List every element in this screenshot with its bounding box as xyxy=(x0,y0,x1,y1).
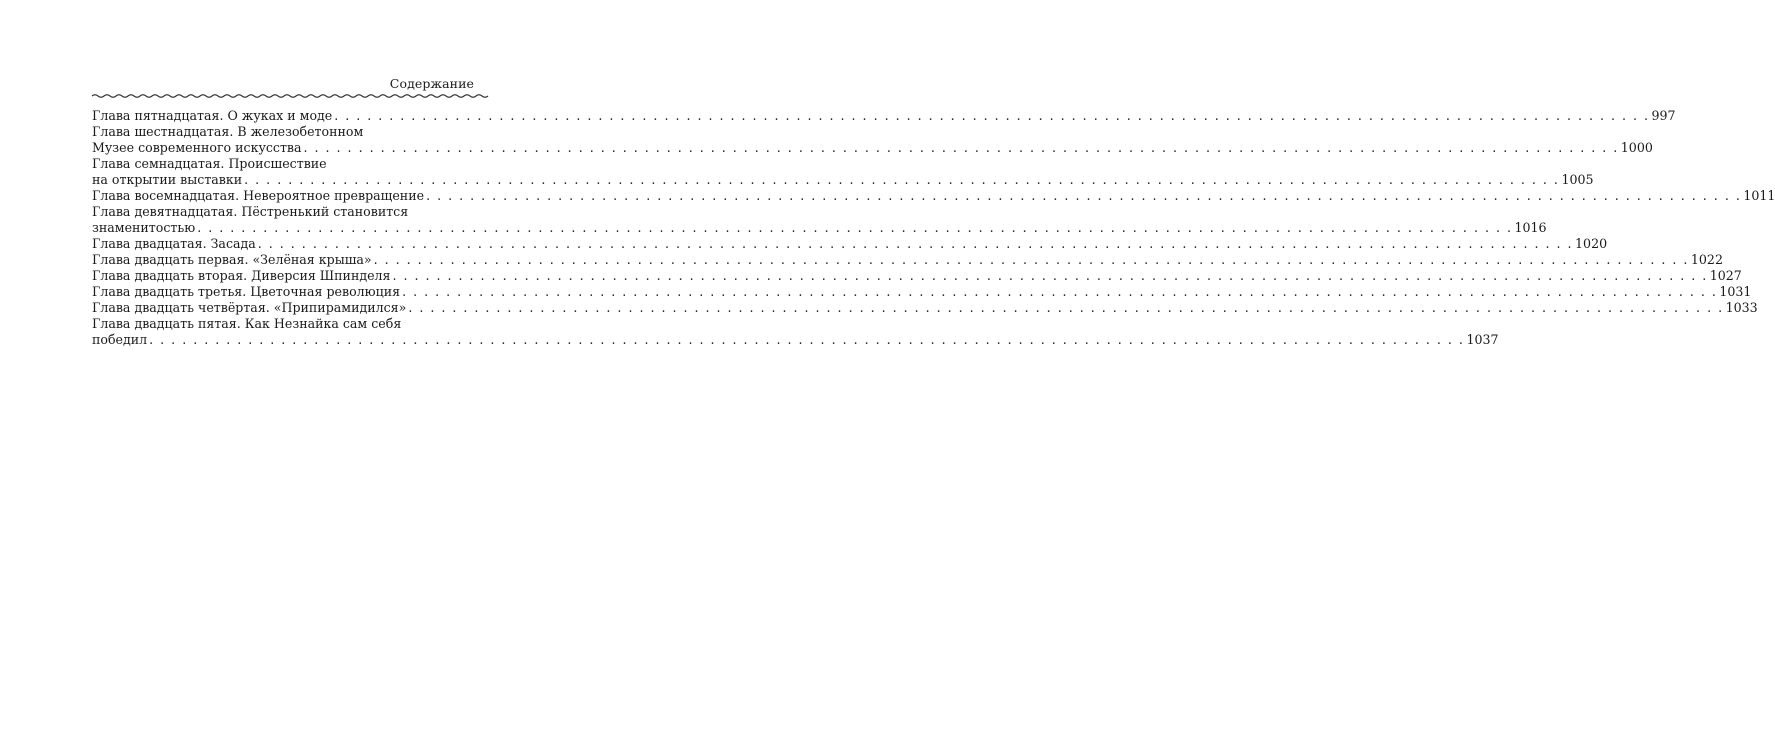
toc-entry-title-line: Глава восемнадцатая. Невероятное превращение xyxy=(92,188,425,203)
toc-entry-title-line: Глава семнадцатая. Происшествие xyxy=(92,156,327,171)
toc-page-number: 1033 xyxy=(1725,300,1758,315)
dot-leader: . . . . . . . . . . . . . . . . . . . . . . . . . . . . . . . . . . . . . . . . . . . . . . . . . . . . . . . . . . . . . . . . . . . . . . . . . . . . . . . . . . . . . . . . . . . . . . . . . . . . . . . . . . . . . . . . . . . . . . . . xyxy=(426,188,1742,203)
dot-leader: . . . . . . . . . . . . . . . . . . . . . . . . . . . . . . . . . . . . . . . . . . . . . . . . . . . . . . . . . . . . . . . . . . . . . . . . . . . . . . . . . . . . . . . . . . . . . . . . . . . . . . . . . . . . . . . . . . . . . . . . xyxy=(244,172,1560,187)
toc-entry-line xyxy=(92,300,1758,316)
toc-entry-title-line: Глава пятнадцатая. О жуках и моде xyxy=(92,108,333,123)
dot-leader: . . . . . . . . . . . . . . . . . . . . . . . . . . . . . . . . . . . . . . . . . . . . . . . . . . . . . . . . . . . . . . . . . . . . . . . . . . . . . . . . . . . . . . . . . . . . . . . . . . . . . . . . . . . . . . . . . . . . . . . . xyxy=(303,140,1619,155)
toc-entry xyxy=(92,300,1758,316)
toc-entry-title-line: Глава двадцать пятая. Как Незнайка сам себя xyxy=(92,316,402,331)
toc-page-number: 1000 xyxy=(1620,140,1653,155)
toc-entry xyxy=(92,124,1653,156)
toc-page-number: 1031 xyxy=(1719,284,1752,299)
toc-entry-title-line: Глава девятнадцатая. Пёстренький становится xyxy=(92,204,409,219)
dot-leader: . . . . . . . . . . . . . . . . . . . . . . . . . . . . . . . . . . . . . . . . . . . . . . . . . . . . . . . . . . . . . . . . . . . . . . . . . . . . . . . . . . . . . . . . . . . . . . . . . . . . . . . . . . . . . . . . . . . . . . . . xyxy=(402,284,1718,299)
toc-entry xyxy=(92,108,1676,124)
toc-entry-title-line: Глава двадцать четвёртая. «Припирамидился» xyxy=(92,300,407,315)
dot-leader: . . . . . . . . . . . . . . . . . . . . . . . . . . . . . . . . . . . . . . . . . . . . . . . . . . . . . . . . . . . . . . . . . . . . . . . . . . . . . . . . . . . . . . . . . . . . . . . . . . . . . . . . . . . . . . . . . . . . . . . . xyxy=(373,252,1689,267)
wavy-divider xyxy=(92,91,484,101)
toc-entry-title-line: на открытии выставки xyxy=(92,172,243,187)
toc-page-number: 1016 xyxy=(1514,220,1547,235)
toc-entry-title-line: победил xyxy=(92,332,148,347)
toc-page-number: 1005 xyxy=(1561,172,1594,187)
toc-entry-line xyxy=(92,188,1775,204)
dot-leader: . . . . . . . . . . . . . . . . . . . . . . . . . . . . . . . . . . . . . . . . . . . . . . . . . . . . . . . . . . . . . . . . . . . . . . . . . . . . . . . . . . . . . . . . . . . . . . . . . . . . . . . . . . . . . . . . . . . . . . . . xyxy=(197,220,1513,235)
toc-entry-line xyxy=(92,220,1547,236)
toc-entry-title-line: Глава двадцать третья. Цветочная революция xyxy=(92,284,401,299)
toc-entry-line xyxy=(92,332,1499,348)
toc-entry-title-line: Глава шестнадцатая. В железобетонном xyxy=(92,124,364,139)
toc-entry-line xyxy=(92,108,1676,124)
toc-entry xyxy=(92,252,1723,268)
dot-leader: . . . . . . . . . . . . . . . . . . . . . . . . . . . . . . . . . . . . . . . . . . . . . . . . . . . . . . . . . . . . . . . . . . . . . . . . . . . . . . . . . . . . . . . . . . . . . . . . . . . . . . . . . . . . . . . . . . . . . . . . xyxy=(257,236,1574,251)
dot-leader: . . . . . . . . . . . . . . . . . . . . . . . . . . . . . . . . . . . . . . . . . . . . . . . . . . . . . . . . . . . . . . . . . . . . . . . . . . . . . . . . . . . . . . . . . . . . . . . . . . . . . . . . . . . . . . . . . . . . . . . . xyxy=(149,332,1465,347)
running-head: Содержание xyxy=(389,76,474,91)
dot-leader: . . . . . . . . . . . . . . . . . . . . . . . . . . . . . . . . . . . . . . . . . . . . . . . . . . . . . . . . . . . . . . . . . . . . . . . . . . . . . . . . . . . . . . . . . . . . . . . . . . . . . . . . . . . . . . . . . . . . . . . . xyxy=(392,268,1708,283)
dot-leader: . . . . . . . . . . . . . . . . . . . . . . . . . . . . . . . . . . . . . . . . . . . . . . . . . . . . . . . . . . . . . . . . . . . . . . . . . . . . . . . . . . . . . . . . . . . . . . . . . . . . . . . . . . . . . . . . . . . . . . . . xyxy=(334,108,1650,123)
toc-entry-line xyxy=(92,140,1653,156)
toc-entry-line xyxy=(92,172,1594,188)
toc-entry-title-line: Музее современного искусства xyxy=(92,140,302,155)
toc-entry-line xyxy=(92,268,1742,284)
table-of-contents xyxy=(92,108,1775,348)
toc-page-number: 1037 xyxy=(1466,332,1499,347)
toc-entry xyxy=(92,188,1775,204)
toc-entry-title-line: Глава двадцать первая. «Зелёная крыша» xyxy=(92,252,372,267)
toc-page-number: 1027 xyxy=(1709,268,1742,283)
toc-entry-line xyxy=(92,252,1723,268)
toc-entry-line xyxy=(92,284,1752,300)
toc-entry-line xyxy=(92,236,1608,252)
toc-entry xyxy=(92,236,1608,252)
toc-page-number: 1020 xyxy=(1575,236,1608,251)
toc-entry-title-line: Глава двадцать вторая. Диверсия Шпинделя xyxy=(92,268,391,283)
toc-page-number: 1011 xyxy=(1743,188,1775,203)
toc-entry xyxy=(92,284,1752,300)
toc-page-number: 997 xyxy=(1651,108,1676,123)
toc-entry-title-line: знаменитостью xyxy=(92,220,196,235)
toc-entry-title-line: Глава двадцатая. Засада xyxy=(92,236,256,251)
toc-page-number: 1022 xyxy=(1690,252,1723,267)
toc-entry xyxy=(92,268,1742,284)
toc-entry xyxy=(92,204,1547,236)
toc-entry xyxy=(92,316,1499,348)
dot-leader: . . . . . . . . . . . . . . . . . . . . . . . . . . . . . . . . . . . . . . . . . . . . . . . . . . . . . . . . . . . . . . . . . . . . . . . . . . . . . . . . . . . . . . . . . . . . . . . . . . . . . . . . . . . . . . . . . . . . . . . . xyxy=(408,300,1724,315)
toc-entry xyxy=(92,156,1594,188)
